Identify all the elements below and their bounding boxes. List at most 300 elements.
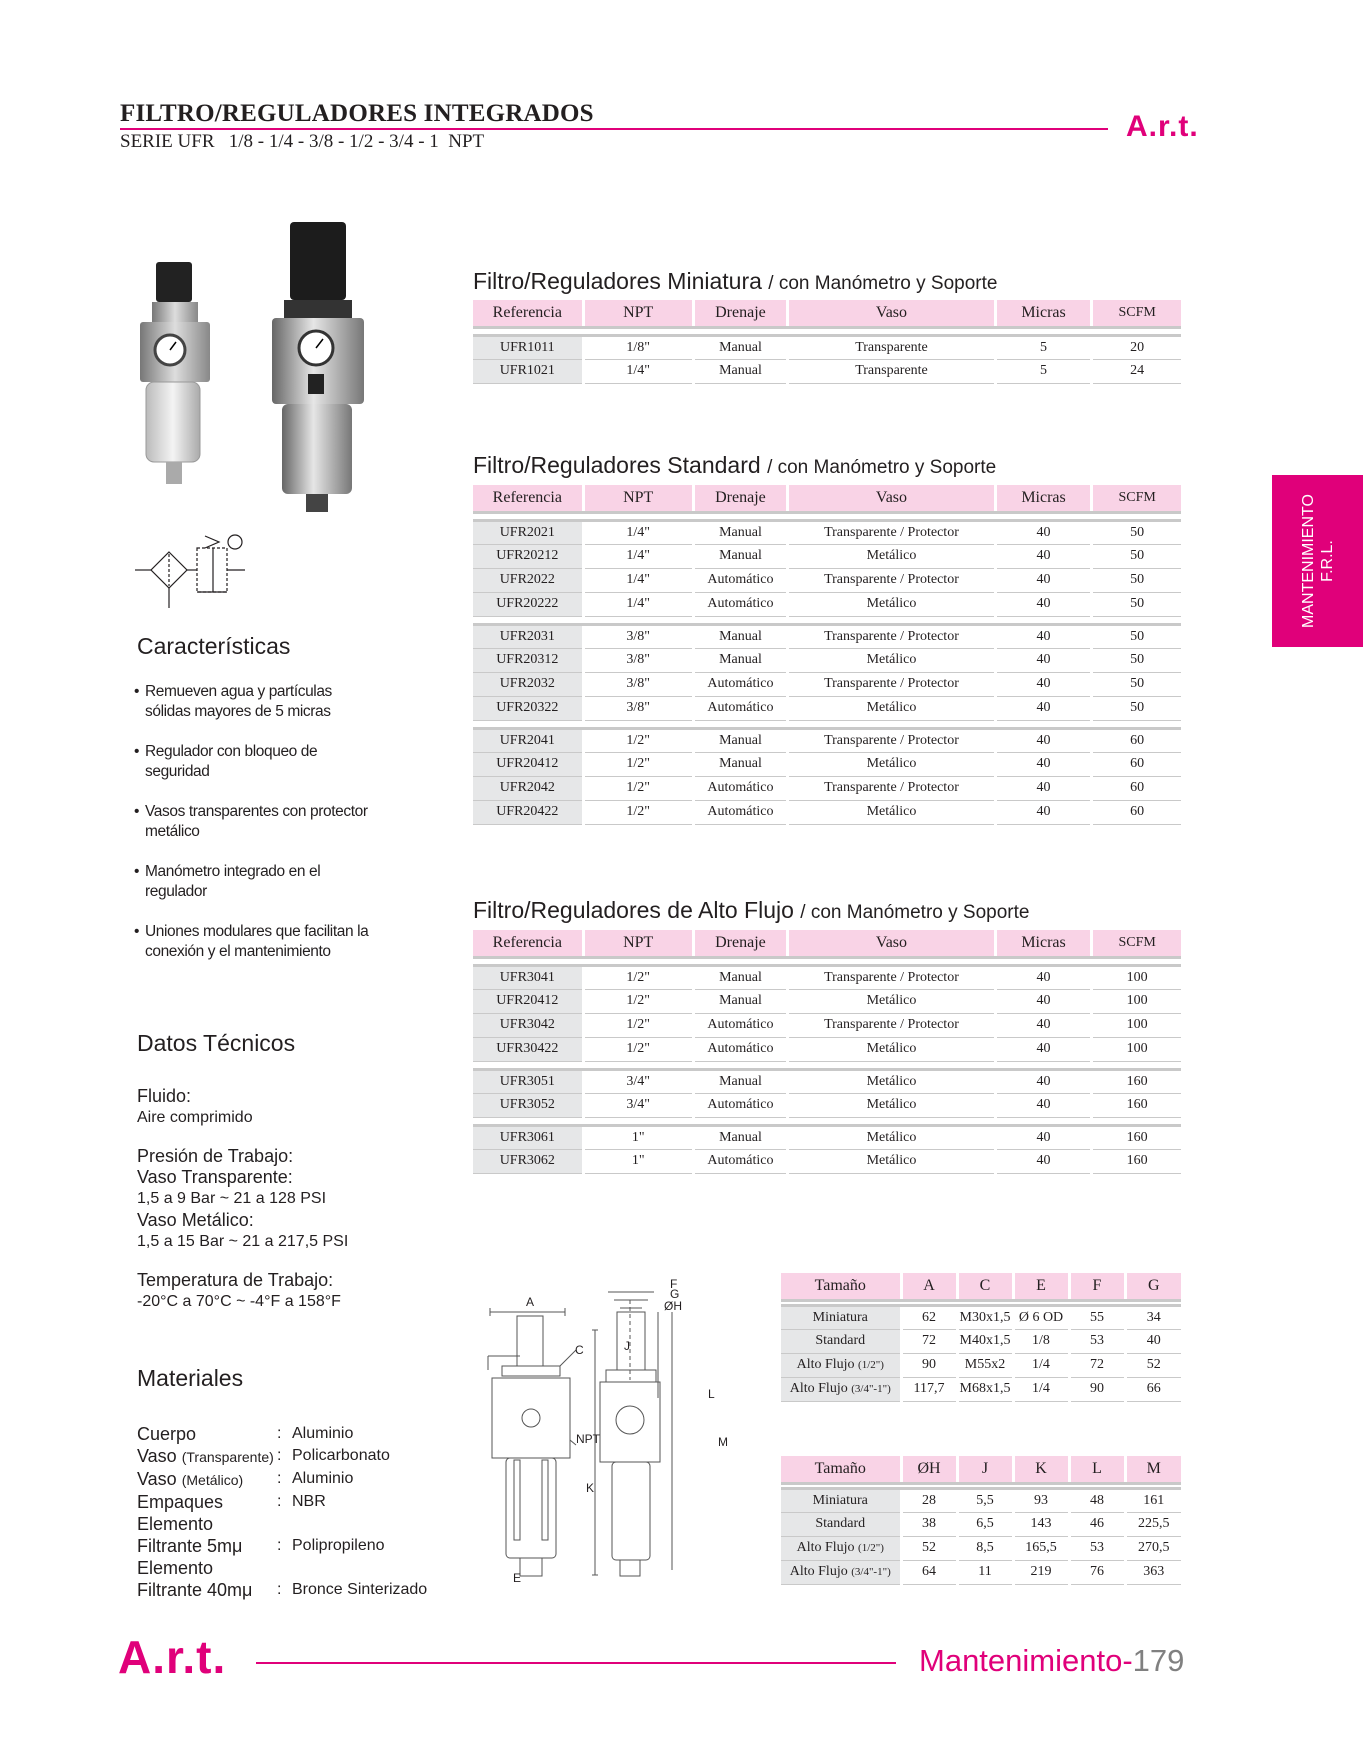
table-cell: 40 [995,624,1091,648]
drawing-label-e: E [513,1571,522,1585]
column-header-ref: Referencia [473,930,583,957]
table-row [781,1488,1181,1512]
table-cell: Automático [693,592,787,616]
table-cell: 72 [1069,1353,1125,1377]
table-cell: UFR20412 [473,989,583,1013]
table-row [473,624,1181,648]
table-cell: Automático [693,1093,787,1117]
miniatura-title: Filtro/Reguladores Miniatura / con Manómetro y Soporte [473,268,998,294]
table-cell: Transparente [788,359,996,383]
table-cell: 66 [1125,1377,1181,1401]
table-cell: 1/4 [1013,1353,1069,1377]
table-cell: 72 [901,1329,957,1353]
table-cell: 1/2" [583,1037,693,1061]
dimension-table-1 [781,1273,1181,1402]
table-row [473,592,1181,616]
table-cell: 225,5 [1125,1512,1181,1536]
drawing-label-k: K [586,1481,595,1495]
table-cell: 40 [995,520,1091,544]
drawing-label-h: ØH [664,1299,682,1313]
table-cell: 24 [1092,359,1181,383]
column-header-drenaje: Drenaje [693,930,787,957]
table-cell: 1" [583,1149,693,1173]
table-cell: 40 [995,776,1091,800]
material-row: Elemento [137,1558,214,1578]
dimension-table-2 [781,1456,1181,1585]
table-header-row [473,300,1181,327]
alto-flujo-title: Filtro/Reguladores de Alto Flujo / con Manómetro y Soporte [473,897,1030,923]
table-cell: Transparente / Protector [788,672,996,696]
table-row [473,648,1181,672]
table-cell: 50 [1092,592,1181,616]
table-cell: Metálico [788,592,996,616]
table-cell: 117,7 [901,1377,957,1401]
header-rule [120,128,1108,130]
table-cell: 20 [1092,335,1181,359]
table-cell: 53 [1069,1536,1125,1560]
table-cell: Metálico [788,989,996,1013]
table-cell: 1/2" [583,728,693,752]
table-cell: 40 [1125,1329,1181,1353]
column-header-micras: Micras [995,300,1091,327]
temperatura-label: Temperatura de Trabajo: [137,1270,334,1290]
drawing-label-m: M [718,1435,728,1449]
size-cell: Miniatura [781,1305,901,1329]
table-cell: Transparente / Protector [788,1013,996,1037]
table-cell: 50 [1092,696,1181,720]
table-cell: 76 [1069,1560,1125,1584]
vaso-metalico-label: Vaso Metálico: [137,1210,254,1230]
table-row [473,1149,1181,1173]
section-tab[interactable] [1272,475,1363,647]
table-cell: Metálico [788,696,996,720]
table-cell: UFR2032 [473,672,583,696]
table-cell: 48 [1069,1488,1125,1512]
table-cell: 5 [995,359,1091,383]
materiales-list [137,1423,427,1601]
vaso-metalico-value: 1,5 a 15 Bar ~ 21 a 217,5 PSI [137,1233,349,1250]
table-cell: 1/4" [583,520,693,544]
table-cell: Metálico [788,1149,996,1173]
material-row: Cuerpo : Aluminio [137,1424,354,1444]
table-cell: 55 [1069,1305,1125,1329]
column-header-vaso: Vaso [788,485,996,512]
table-cell: Manual [693,624,787,648]
table-row [473,568,1181,592]
table-cell: 40 [995,1069,1091,1093]
drawing-label-npt: NPT [576,1432,600,1446]
table-cell: 40 [995,1125,1091,1149]
table-cell: 1/8 [1013,1329,1069,1353]
table-cell: 40 [995,989,1091,1013]
table-cell: Manual [693,752,787,776]
table-cell: UFR20422 [473,800,583,824]
column-header: E [1013,1273,1069,1300]
table-cell: 40 [995,965,1091,989]
size-cell: Standard [781,1512,901,1536]
table-cell: 1/4" [583,568,693,592]
table-cell: UFR20222 [473,592,583,616]
table-cell: Automático [693,776,787,800]
table-row [473,1037,1181,1061]
column-header: J [957,1456,1013,1483]
table-cell: Manual [693,335,787,359]
table-gap [473,1117,1181,1125]
table-cell: Automático [693,1037,787,1061]
column-header-drenaje: Drenaje [693,300,787,327]
column-header: G [1125,1273,1181,1300]
table-cell: Transparente / Protector [788,965,996,989]
table-cell: Automático [693,696,787,720]
table-cell: UFR3052 [473,1093,583,1117]
table-cell: 1/4" [583,592,693,616]
table-cell: UFR1021 [473,359,583,383]
drawing-label-a: A [526,1295,535,1309]
table-cell: UFR2021 [473,520,583,544]
table-row [781,1353,1181,1377]
table-cell: 1/2" [583,800,693,824]
product-photo-small [138,258,214,490]
table-cell: Metálico [788,544,996,568]
table-cell: 34 [1125,1305,1181,1329]
table-cell: 1/8" [583,335,693,359]
table-cell: Manual [693,989,787,1013]
table-header-row [473,930,1181,957]
list-item: • Uniones modulares que facilitan la conexión y el mantenimiento [134,922,374,962]
table-cell: 46 [1069,1512,1125,1536]
table-cell: Transparente / Protector [788,776,996,800]
table-cell: 165,5 [1013,1536,1069,1560]
table-row [473,965,1181,989]
table-row [473,1093,1181,1117]
column-header: A [901,1273,957,1300]
table-cell: 40 [995,544,1091,568]
column-header: Tamaño [781,1273,901,1300]
section-tab-line2: F.R.L. [1318,540,1336,582]
table-row [473,989,1181,1013]
table-gap [473,720,1181,728]
table-cell: 52 [1125,1353,1181,1377]
table-row [781,1377,1181,1401]
table-cell: 60 [1092,800,1181,824]
series-subtitle: SERIE UFR 1/8 - 1/4 - 3/8 - 1/2 - 3/4 - 1 NPT [120,131,485,152]
table-cell: Manual [693,648,787,672]
table-cell: M40x1,5 [957,1329,1013,1353]
footer-rule [256,1662,896,1664]
material-row: Elemento [137,1514,214,1534]
table-cell: 40 [995,1093,1091,1117]
table-cell: UFR2042 [473,776,583,800]
table-gap [473,616,1181,624]
table-cell: 60 [1092,776,1181,800]
table-row [781,1512,1181,1536]
drawing-label-c: C [575,1343,584,1357]
material-row: Vaso (Transparente) : Policarbonato [137,1446,390,1466]
table-cell: 28 [901,1488,957,1512]
datos-tecnicos-heading: Datos Técnicos [137,1030,296,1056]
column-header-drenaje: Drenaje [693,485,787,512]
size-cell: Standard [781,1329,901,1353]
table-cell: 50 [1092,624,1181,648]
table-cell: UFR20212 [473,544,583,568]
table-cell: 3/8" [583,672,693,696]
table-cell: 1/2" [583,776,693,800]
table-cell: 6,5 [957,1512,1013,1536]
table-cell: Automático [693,1013,787,1037]
table-row [781,1560,1181,1584]
table-cell: UFR3062 [473,1149,583,1173]
column-header-npt: NPT [583,485,693,512]
table-cell: 100 [1092,1013,1181,1037]
table-cell: 3/8" [583,696,693,720]
table-cell: 40 [995,672,1091,696]
table-cell: Transparente [788,335,996,359]
table-cell: 52 [901,1536,957,1560]
table-cell: UFR3051 [473,1069,583,1093]
table-cell: 40 [995,592,1091,616]
table-cell: 3/8" [583,648,693,672]
table-row [473,800,1181,824]
table-gap [473,512,1181,520]
table-cell: 3/4" [583,1093,693,1117]
table-cell: 160 [1092,1149,1181,1173]
column-header-npt: NPT [583,930,693,957]
column-header: L [1069,1456,1125,1483]
column-header: K [1013,1456,1069,1483]
column-header-vaso: Vaso [788,930,996,957]
table-cell: 5,5 [957,1488,1013,1512]
table-row [781,1305,1181,1329]
table-cell: 160 [1092,1125,1181,1149]
table-cell: 60 [1092,728,1181,752]
alto-flujo-table [473,930,1181,1174]
table-cell: Transparente / Protector [788,520,996,544]
table-cell: 50 [1092,672,1181,696]
table-row [781,1536,1181,1560]
column-header: C [957,1273,1013,1300]
material-row: Vaso (Metálico) : Aluminio [137,1469,354,1489]
table-cell: 90 [901,1353,957,1377]
column-header-scfm: SCFM [1092,485,1181,512]
table-cell: 1/2" [583,989,693,1013]
table-cell: 363 [1125,1560,1181,1584]
dimension-drawing [480,1270,745,1585]
table-cell: 100 [1092,965,1181,989]
table-cell: Transparente / Protector [788,568,996,592]
list-item: • Manómetro integrado en el regulador [134,862,374,902]
materiales-heading: Materiales [137,1365,244,1391]
table-cell: 219 [1013,1560,1069,1584]
table-cell: UFR20412 [473,752,583,776]
size-cell: Miniatura [781,1488,901,1512]
table-cell: 40 [995,728,1091,752]
table-cell: 1/2" [583,1013,693,1037]
caracteristicas-heading: Características [137,633,291,659]
column-header-scfm: SCFM [1092,930,1181,957]
size-cell: Alto Flujo (1/2") [781,1536,901,1560]
table-row [473,544,1181,568]
table-cell: 1/4 [1013,1377,1069,1401]
table-cell: 1/2" [583,965,693,989]
temperatura-value: -20°C a 70°C ~ -4°F a 158°F [137,1293,341,1310]
table-cell: Automático [693,800,787,824]
column-header-micras: Micras [995,930,1091,957]
column-header: ØH [901,1456,957,1483]
table-cell: UFR3061 [473,1125,583,1149]
table-cell: Metálico [788,1069,996,1093]
presion-label: Presión de Trabajo: [137,1146,294,1166]
table-row [473,728,1181,752]
table-cell: 270,5 [1125,1536,1181,1560]
table-row [473,359,1181,383]
table-cell: 50 [1092,568,1181,592]
table-row [473,335,1181,359]
drawing-label-l: L [708,1387,715,1401]
table-cell: 90 [1069,1377,1125,1401]
table-cell: Manual [693,359,787,383]
table-cell: 11 [957,1560,1013,1584]
column-header-scfm: SCFM [1092,300,1181,327]
table-cell: Metálico [788,800,996,824]
list-item: • Remueven agua y partículas sólidas mayores de 5 micras [134,682,374,722]
table-cell: 1/4" [583,544,693,568]
column-header-npt: NPT [583,300,693,327]
standard-title: Filtro/Reguladores Standard / con Manómetro y Soporte [473,452,997,478]
caracteristicas-list [134,682,374,982]
material-row: Filtrante 40mμ : Bronce Sinterizado [137,1580,428,1600]
footer-logo: A.r.t. [118,1631,227,1683]
table-cell: UFR2031 [473,624,583,648]
table-cell: 50 [1092,544,1181,568]
footer-page-label: Mantenimiento-179 [919,1643,1185,1678]
section-tab-line1: MANTENIMIENTO [1299,494,1317,628]
column-header: M [1125,1456,1181,1483]
table-cell: Metálico [788,648,996,672]
column-header-micras: Micras [995,485,1091,512]
table-cell: 5 [995,335,1091,359]
column-header: Tamaño [781,1456,901,1483]
table-cell: Ø 6 OD [1013,1305,1069,1329]
product-photo-large [268,220,368,514]
table-cell: Automático [693,672,787,696]
table-cell: Transparente / Protector [788,624,996,648]
table-cell: Manual [693,1125,787,1149]
table-cell: 62 [901,1305,957,1329]
datos-tecnicos-block [137,1086,348,1313]
table-cell: 40 [995,752,1091,776]
table-cell: UFR2041 [473,728,583,752]
table-cell: 40 [995,696,1091,720]
table-cell: Metálico [788,752,996,776]
material-row: Empaques : NBR [137,1492,326,1512]
table-gap [473,957,1181,965]
size-cell: Alto Flujo (1/2") [781,1353,901,1377]
table-cell: 143 [1013,1512,1069,1536]
table-row [473,776,1181,800]
table-row [473,1013,1181,1037]
page-number: 179 [1132,1643,1185,1678]
table-cell: 160 [1092,1069,1181,1093]
table-cell: Metálico [788,1125,996,1149]
vaso-transparente-label: Vaso Transparente: [137,1167,293,1187]
table-header-row [781,1456,1181,1483]
column-header-ref: Referencia [473,485,583,512]
list-item: • Vasos transparentes con protector metálico [134,802,374,842]
table-cell: Transparente / Protector [788,728,996,752]
table-cell: 40 [995,1037,1091,1061]
table-row [781,1329,1181,1353]
table-cell: 3/4" [583,1069,693,1093]
drawing-label-j: J [624,1339,630,1353]
table-cell: 40 [995,800,1091,824]
vaso-transparente-value: 1,5 a 9 Bar ~ 21 a 128 PSI [137,1190,327,1207]
table-row [473,1069,1181,1093]
table-cell: 40 [995,1149,1091,1173]
table-header-row [473,485,1181,512]
table-cell: 40 [995,568,1091,592]
table-cell: 160 [1092,1093,1181,1117]
fluido-value: Aire comprimido [137,1109,253,1126]
table-cell: 93 [1013,1488,1069,1512]
table-cell: Metálico [788,1037,996,1061]
table-cell: UFR2022 [473,568,583,592]
table-cell: 64 [901,1560,957,1584]
table-row [473,752,1181,776]
table-row [473,672,1181,696]
table-cell: 161 [1125,1488,1181,1512]
table-header-row [781,1273,1181,1300]
table-cell: 8,5 [957,1536,1013,1560]
table-gap [473,1061,1181,1069]
table-cell: Manual [693,1069,787,1093]
standard-table [473,485,1181,825]
table-gap [473,327,1181,335]
table-cell: 40 [995,1013,1091,1037]
column-header-ref: Referencia [473,300,583,327]
table-cell: UFR20312 [473,648,583,672]
column-header: F [1069,1273,1125,1300]
table-row [473,520,1181,544]
table-cell: 100 [1092,1037,1181,1061]
table-cell: 1/2" [583,752,693,776]
table-cell: UFR20322 [473,696,583,720]
table-cell: 38 [901,1512,957,1536]
page-title: FILTRO/REGULADORES INTEGRADOS [120,100,594,127]
table-cell: Metálico [788,1093,996,1117]
list-item: • Regulador con bloqueo de seguridad [134,742,374,782]
size-cell: Alto Flujo (3/4"-1") [781,1377,901,1401]
drawing-label-f: F [670,1277,678,1291]
table-cell: Manual [693,728,787,752]
table-cell: Manual [693,544,787,568]
column-header-vaso: Vaso [788,300,996,327]
table-cell: 60 [1092,752,1181,776]
table-cell: UFR3042 [473,1013,583,1037]
table-cell: 50 [1092,648,1181,672]
table-row [473,696,1181,720]
brand-logo: A.r.t. [1126,110,1199,143]
table-cell: UFR3041 [473,965,583,989]
material-row: Filtrante 5mμ : Polipropileno [137,1536,385,1556]
miniatura-table [473,300,1181,384]
table-cell: 3/8" [583,624,693,648]
pneumatic-symbol-diagram [135,530,245,610]
table-cell: 50 [1092,520,1181,544]
fluido-label: Fluido: [137,1086,192,1106]
table-cell: M30x1,5 [957,1305,1013,1329]
table-cell: Automático [693,1149,787,1173]
table-cell: 53 [1069,1329,1125,1353]
